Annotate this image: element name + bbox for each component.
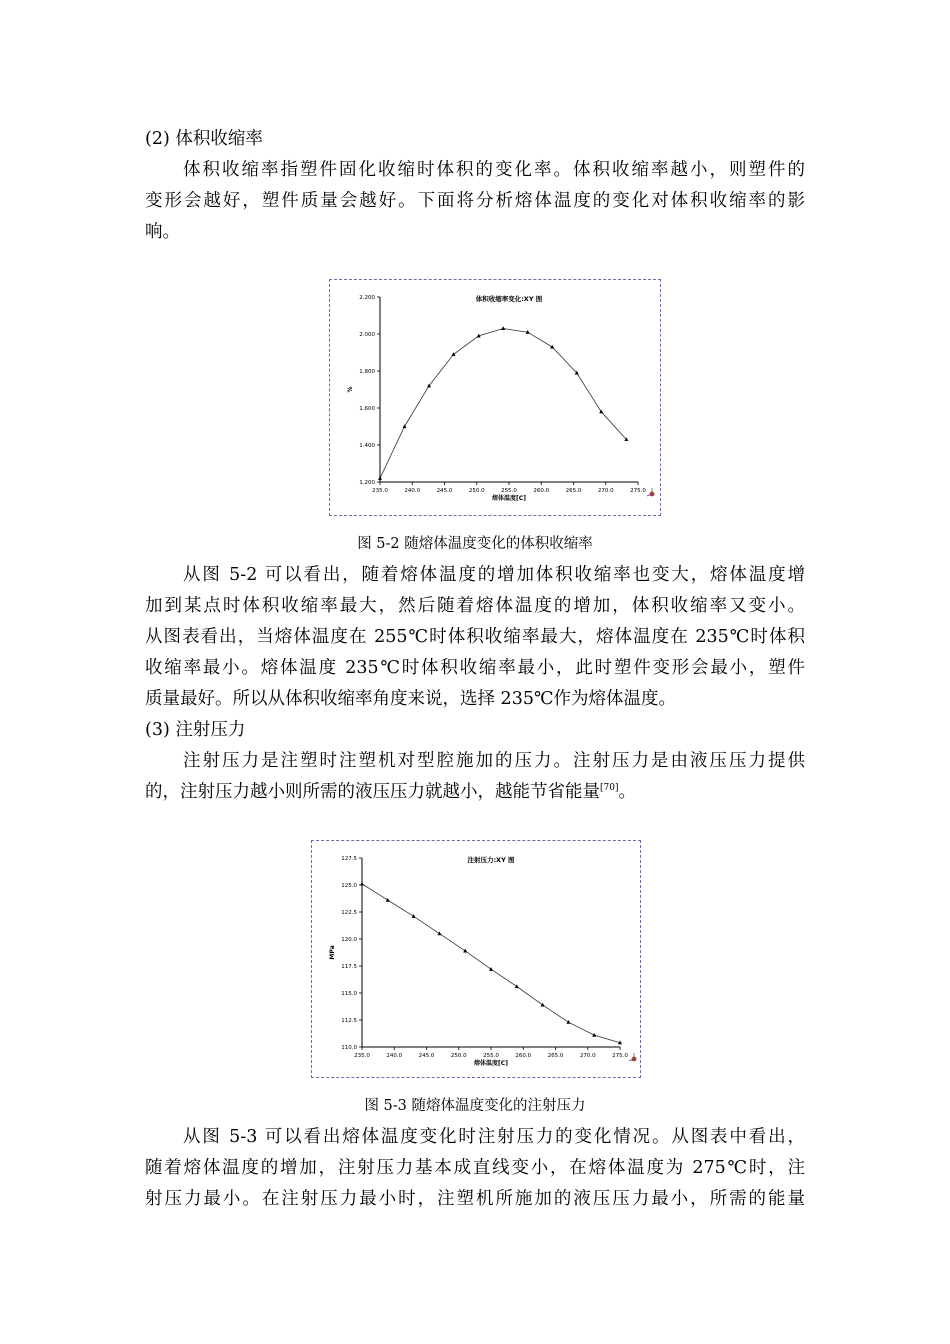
data-point [412, 914, 416, 918]
x-axis-label: 熔体温度[C] [474, 1060, 508, 1067]
data-point [566, 1020, 570, 1024]
paragraph-text: 的，注射压力越小则所需的液压压力就越小，越能节省能量 [145, 782, 600, 802]
paragraph-line: 加到某点时体积收缩率最大，然后随着熔体温度的增加，体积收缩率又变小。 [145, 596, 805, 616]
axis-orientation-icon [647, 488, 654, 496]
y-tick-label: 112.5 [341, 1018, 357, 1024]
y-tick-label: 117.5 [341, 964, 357, 970]
paragraph-line: 收缩率最小。熔体温度 235℃时体积收缩率最小，此时塑件变形会最小，塑件 [145, 658, 805, 678]
x-tick-label: 250.0 [468, 488, 485, 494]
section-heading-volume-shrinkage: (2) 体积收缩率 [145, 129, 263, 149]
volume-shrinkage-chart [330, 280, 660, 515]
data-point [463, 949, 467, 953]
x-tick-label: 265.0 [565, 488, 582, 494]
x-tick-label: 240.0 [404, 488, 421, 494]
y-tick-label: 1.800 [359, 369, 375, 375]
x-tick-label: 235.0 [354, 1053, 370, 1059]
paragraph-line: 从图 5-3 可以看出熔体温度变化时注射压力的变化情况。从图表中看出， [183, 1127, 805, 1147]
data-point [360, 882, 364, 886]
x-tick-label: 265.0 [547, 1053, 564, 1059]
data-point [378, 476, 382, 480]
data-point [489, 967, 493, 971]
data-point [515, 984, 519, 988]
chart-title: 注射压力:XY 图 [467, 856, 515, 864]
x-tick-label: 245.0 [436, 488, 453, 494]
paragraph-line: 从图 5-2 可以看出，随着熔体温度的增加体积收缩率也变大，熔体温度增 [183, 565, 805, 585]
x-tick-label: 270.0 [597, 488, 614, 494]
data-point [437, 931, 441, 935]
y-tick-label: 120.0 [341, 937, 357, 943]
paragraph-line: 随着熔体温度的增加，注射压力基本成直线变小，在熔体温度为 275℃时，注 [145, 1158, 805, 1178]
x-tick-label: 260.0 [515, 1053, 532, 1059]
series-line [380, 329, 626, 479]
x-tick-label: 270.0 [579, 1053, 596, 1059]
data-point [501, 326, 505, 330]
data-point [541, 1003, 545, 1007]
paragraph-line: 射压力最小。在注射压力最小时，注塑机所施加的液压压力最小，所需的能量 [145, 1189, 805, 1209]
x-tick-label: 275.0 [612, 1053, 628, 1059]
y-axis-label: MPa [329, 945, 336, 960]
data-point [550, 345, 554, 349]
paragraph-line: 响。 [145, 222, 180, 242]
axis-orientation-icon [629, 1053, 636, 1061]
y-tick-label: 1.200 [359, 480, 375, 486]
injection-pressure-chart [312, 841, 640, 1077]
data-point [452, 352, 456, 356]
x-tick-label: 275.0 [630, 488, 646, 494]
citation: [70] [600, 783, 619, 793]
y-tick-label: 127.5 [341, 856, 357, 862]
x-tick-label: 245.0 [418, 1053, 435, 1059]
paragraph-line: 注射压力是注塑时注塑机对型腔施加的压力。注射压力是由液压压力提供 [183, 751, 805, 771]
y-tick-label: 2.000 [359, 332, 375, 338]
x-tick-label: 235.0 [372, 488, 388, 494]
y-axis-label: % [347, 386, 354, 393]
data-point [386, 898, 390, 902]
paragraph-punct: 。 [618, 782, 636, 802]
figure-volume-shrinkage [329, 279, 661, 516]
paragraph-line: 变形会越好，塑件质量会越好。下面将分析熔体温度的变化对体积收缩率的影 [145, 191, 805, 211]
chart-title: 体积收缩率变化:XY 图 [475, 295, 543, 303]
paragraph-line: 体积收缩率指塑件固化收缩时体积的变化率。体积收缩率越小，则塑件的 [183, 160, 805, 180]
figure-caption: 图 5-2 随熔体温度变化的体积收缩率 [357, 536, 593, 552]
y-tick-label: 1.400 [359, 443, 375, 449]
x-tick-label: 255.0 [501, 488, 517, 494]
y-tick-label: 110.0 [341, 1045, 357, 1051]
series-line [362, 884, 620, 1043]
paragraph-line: 从图表看出，当熔体温度在 255℃时体积收缩率最大，熔体温度在 235℃时体积 [145, 627, 805, 647]
y-tick-label: 125.0 [341, 883, 357, 889]
x-tick-label: 260.0 [533, 488, 550, 494]
paragraph-line: 质量最好。所以从体积收缩率角度来说，选择 235℃作为熔体温度。 [145, 689, 677, 709]
x-axis-label: 熔体温度[C] [492, 495, 526, 502]
y-tick-label: 2.200 [359, 295, 375, 301]
figure-caption: 图 5-3 随熔体温度变化的注射压力 [364, 1098, 586, 1114]
y-tick-label: 122.5 [341, 910, 357, 916]
y-tick-label: 115.0 [341, 991, 357, 997]
figure-injection-pressure [311, 840, 641, 1078]
section-heading-injection-pressure: (3) 注射压力 [145, 720, 246, 740]
x-tick-label: 255.0 [483, 1053, 499, 1059]
x-tick-label: 250.0 [450, 1053, 467, 1059]
paragraph-line [145, 780, 805, 804]
y-tick-label: 1.600 [359, 406, 375, 412]
x-tick-label: 240.0 [386, 1053, 403, 1059]
